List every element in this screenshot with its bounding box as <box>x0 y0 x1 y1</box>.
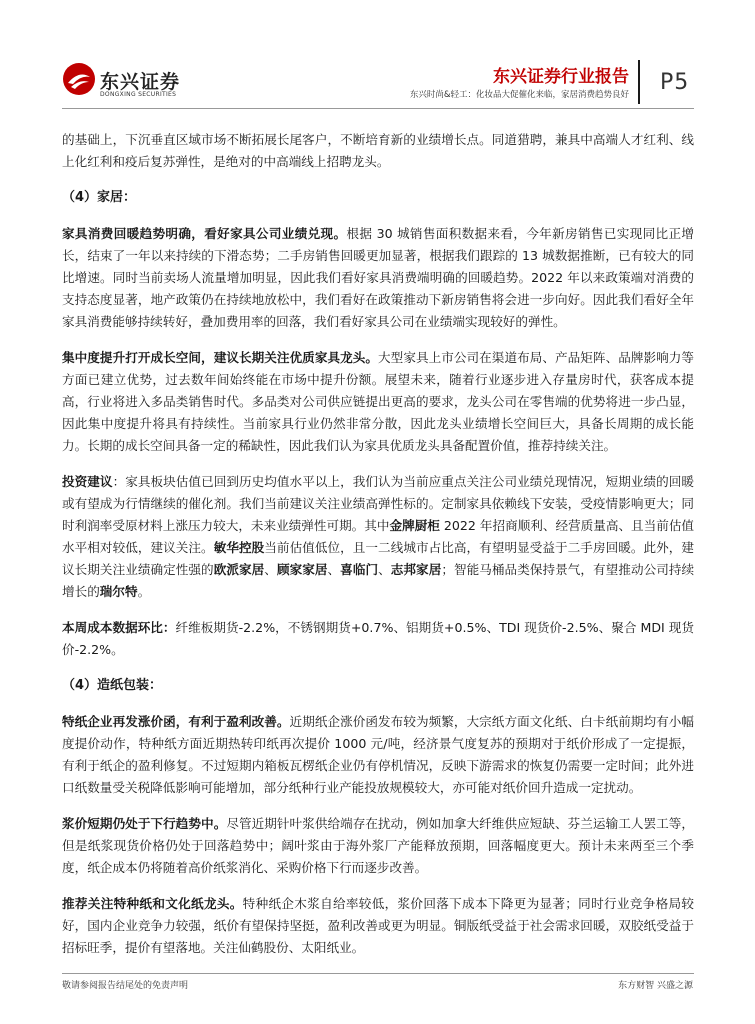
stock-name: 金牌厨柜 <box>389 518 440 533</box>
logo-mark-icon <box>62 62 96 96</box>
lead-sentence: 家具消费回暖趋势明确，看好家具公司业绩兑现。 <box>62 226 347 241</box>
section-heading-paper: （4）造纸包装： <box>62 678 163 693</box>
page-header <box>0 0 755 112</box>
lead-sentence: 推荐关注特种纸和文化纸龙头。 <box>62 896 243 911</box>
stock-name: 顾家家居 <box>276 562 328 577</box>
lead-sentence: 本周成本数据环比： <box>62 620 176 635</box>
paragraph-cost-data: 本周成本数据环比：纤维板期货-2.2%，不锈钢期货+0.7%、铝期货+0.5%、TDI 现货价-2.5%、聚合 MDI 现货价-2.2%。 <box>62 620 694 657</box>
lead-sentence: 投资建议 <box>62 474 113 489</box>
page-number: P5 <box>660 70 690 95</box>
logo-name: 东兴证券 <box>100 71 181 93</box>
stock-name: 瑞尔特 <box>99 584 138 599</box>
footer-rule <box>62 973 694 974</box>
paragraph-recruitment: 的基础上，下沉垂直区域市场不断拓展长尾客户，不断培育新的业绩增长点。同道猎聘，兼具中高端人才红利、线上化红利和疫后复苏弹性，是绝对的中高端线上招聘龙头。 <box>62 132 694 169</box>
stock-name: 敏华控股 <box>213 540 265 555</box>
report-body <box>62 129 694 973</box>
lead-sentence: 浆价短期仍处于下行趋势中。 <box>62 816 227 831</box>
paragraph-recommendation: 推荐关注特种纸和文化纸龙头。特种纸企木浆自给率较低，浆价回落下成本下降更为显著；同时行业竞争格局较好，国内企业竞争力较强，纸价有望保持坚挺，盈利改善或更为明显。铜版纸受益于社会需求回暖，双胶纸受益于招标旺季，提价有望落地。关注仙鹤股份、太阳纸业。 <box>62 896 695 955</box>
stock-name: 志邦家居 <box>390 562 442 577</box>
paragraph-home-demand: 家具消费回暖趋势明确，看好家具公司业绩兑现。根据 30 城销售面积数据来看，今年新房销售已实现同比正增长，结束了一年以来持续的下滑态势；二手房销售回暖更加显著，根据我们跟踪的 13 城数据推断，已有较大的同比增速。同时当前卖场人流量增加明显，因此我们看好家具消费端明确的回暖趋势。2022 年以来政策端对消费的支持态度显著，地产政策仍在持续地放松中，我们看好在政策推动下新房销售将会进一步向好。因此我们看好全年家具消费能够持续转好，叠加费用率的回落，我们看好家具公司在业绩端实现较好的弹性。 <box>62 226 694 329</box>
paragraph-investment-advice: 投资建议：家具板块估值已回到历史均值水平以上，我们认为当前应重点关注公司业绩兑现情况，短期业绩的回暖或有望成为行情继续的催化剂。我们当前建议关注业绩高弹性标的。定制家具依赖线下安装，受疫情影响更大；同时利润率受原材料上涨压力较大，未来业绩弹性可期。其中金牌厨柜 2022 年招商顺利、经营质量高、且当前估值水平相对较低，建议关注。敏华控股当前估值低位，且一二线城市占比高，有望明显受益于二手房回暖。此外，建议长期关注业绩确定性强的欧派家居、顾家家居、喜临门、志邦家居；智能马桶品类保持景气，有望推动公司持续增长的瑞尔特。 <box>62 474 695 599</box>
paragraph-paper-price: 特纸企业再发涨价函，有利于盈利改善。近期纸企涨价函发布较为频繁，大宗纸方面文化纸、白卡纸前期均有小幅度提价动作，特种纸方面近期热转印纸再次提价 1000 元/吨，经济景气度复苏的预期对于纸价形成了一定提振，有利于纸企的盈利修复。不过短期内箱板瓦楞纸企业仍有停机情况，反映下游需求的恢复仍需要一定时间；此外进口纸数量受关税降低影响可能增加，部分纸种行业产能投放规模较大，亦可能对纸价回升造成一定扰动。 <box>62 714 695 795</box>
company-logo <box>62 62 182 102</box>
paragraph-concentration: 集中度提升打开成长空间，建议长期关注优质家具龙头。大型家具上市公司在渠道布局、产品矩阵、品牌影响力等方面已建立优势，过去数年间始终能在市场中提升份额。展望未来，随着行业逐步进入存量房时代，获客成本提高，行业将进入多品类销售时代。多品类对公司供应链提出更高的要求，龙头公司在零售端的优势将进一步凸显，因此集中度提升将具有持续性。当前家具行业仍然非常分散，因此龙头业绩增长空间巨大，具备长周期的成长能力。长期的成长空间具备一定的稀缺性，因此我们认为家具优质龙头具备配置价值，推荐持续关注。 <box>62 350 695 453</box>
paragraph-pulp-price: 浆价短期仍处于下行趋势中。尽管近期针叶浆供给端存在扰动，例如加拿大纤维供应短缺、芬兰运输工人罢工等，但是纸浆现货价格仍处于回落趋势中；阔叶浆由于海外浆厂产能释放预期，回落幅度更大。预计未来两至三个季度，纸企成本仍将随着高价纸浆消化、采购价格下行而逐步改善。 <box>62 816 695 875</box>
stock-name: 喜临门 <box>340 562 379 577</box>
section-heading-home: （4）家居： <box>62 190 137 205</box>
logo-english: DONGXING SECURITIES <box>100 91 177 98</box>
report-brand: 东兴证券行业报告 <box>493 67 629 87</box>
disclaimer-note: 敬请参阅报告结尾处的免责声明 <box>62 981 189 991</box>
header-divider <box>638 60 640 104</box>
report-subtitle: 东兴时尚&轻工：化妆品大促催化来临，家居消费趋势良好 <box>409 90 629 100</box>
footer-slogan: 东方财智 兴盛之源 <box>618 981 693 991</box>
lead-sentence: 特纸企业再发涨价函，有利于盈利改善。 <box>62 714 290 729</box>
lead-sentence: 集中度提升打开成长空间，建议长期关注优质家具龙头。 <box>62 350 379 365</box>
stock-name: 欧派家居 <box>213 562 265 577</box>
header-rule <box>62 108 694 109</box>
